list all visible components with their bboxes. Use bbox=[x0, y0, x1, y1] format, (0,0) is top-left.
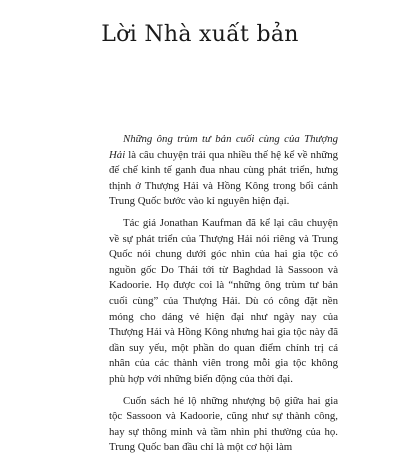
page-title: Lời Nhà xuất bản bbox=[101, 22, 299, 47]
book-title-italic: Những ông trùm tư bản cuối cùng của Thượng Hải bbox=[109, 133, 338, 161]
paragraph-2-text: Tác giả Jonathan Kaufman đã kể lại câu chuyện về sự phát triển của Thượng Hải nói riêng và Trung Quốc nói chung dưới góc nhìn của hai gia tộc có nguồn gốc Do Thái tới từ Baghdad là Sassoon và Kadoorie. Họ được coi là “những ông trùm tư bản cuối cùng” của Thượng Hải. Dù có công đặt nền móng cho dáng vẻ hiện đại như ngày nay của Thượng Hải và Hồng Kông nhưng hai gia tộc này đã dần suy yếu, một phần do quan điểm chính trị cá nhân của các thành viên trong mỗi gia tộc không phù hợp với những biến động của thời đại. bbox=[109, 216, 338, 385]
paragraph-3 bbox=[109, 394, 338, 456]
body-text bbox=[109, 132, 338, 462]
paragraph-3-text: Cuốn sách hé lộ những nhượng bộ giữa hai gia tộc Sassoon và Kadoorie, cũng như sự thành công, hay sự thông minh và tầm nhìn phi thường của họ. Trung Quốc ban đầu chỉ là một cơ hội làm bbox=[109, 394, 338, 454]
paragraph-2 bbox=[109, 216, 338, 388]
paragraph-1 bbox=[109, 132, 338, 210]
paragraph-1-text: là câu chuyện trải qua nhiều thế hệ kể về những đế chế kinh tế ganh đua nhau cùng phát triển, hưng thịnh ở Thượng Hải và Hồng Kông trong bối cảnh Trung Quốc bước vào kỉ nguyên hiện đại. bbox=[109, 148, 338, 208]
